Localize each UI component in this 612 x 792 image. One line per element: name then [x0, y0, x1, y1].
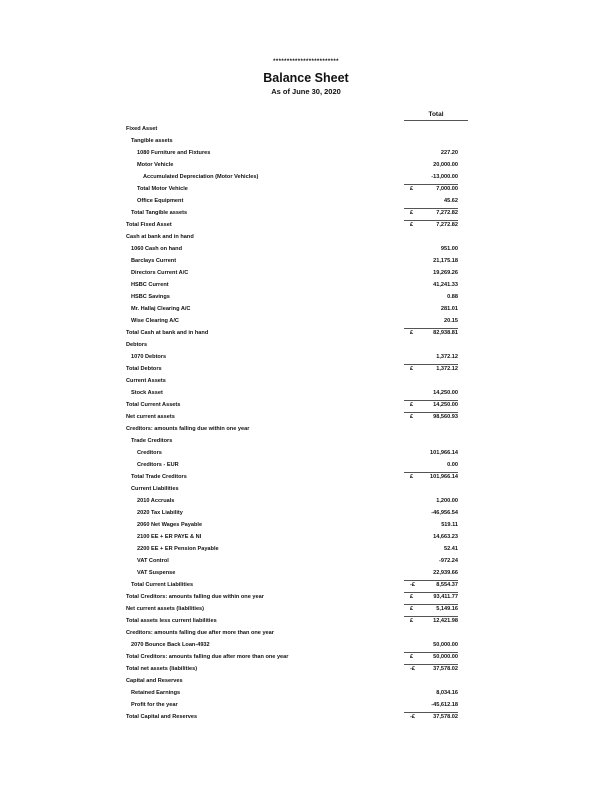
total-row [126, 219, 466, 231]
currency-symbol: £ [410, 222, 414, 228]
row-label: VAT Suspense [137, 570, 176, 576]
table-row [126, 123, 466, 135]
row-amount: 281.01 [440, 306, 458, 312]
row-amount: 5,149.16 [436, 606, 458, 612]
row-label: Tangible assets [131, 138, 173, 144]
table-row [126, 339, 466, 351]
table-row [126, 291, 466, 303]
currency-symbol: £ [410, 414, 414, 420]
row-label: Trade Creditors [131, 438, 173, 444]
total-row [126, 363, 466, 375]
row-label: HSBC Savings [131, 294, 170, 300]
row-amount: 14,250.00 [433, 390, 458, 396]
table-row [126, 387, 466, 399]
table-row [126, 459, 466, 471]
table-row [126, 135, 466, 147]
total-row [126, 471, 466, 483]
row-amount: 7,272.82 [436, 210, 458, 216]
table-row [126, 687, 466, 699]
table-row [126, 351, 466, 363]
table-row [126, 147, 466, 159]
row-amount: 22,939.66 [433, 570, 458, 576]
row-amount: 82,938.81 [433, 330, 458, 336]
currency-symbol: -£ [410, 666, 415, 672]
row-amount: 7,000.00 [436, 186, 458, 192]
company-name: ************************ [273, 59, 339, 65]
row-amount: -972.24 [439, 558, 458, 564]
row-amount: 8,554.37 [436, 582, 458, 588]
table-row [126, 543, 466, 555]
row-label: Office Equipment [137, 198, 184, 204]
total-row [126, 651, 466, 663]
row-label: Total Motor Vehicle [137, 186, 188, 192]
row-amount: 41,241.33 [433, 282, 458, 288]
total-row [126, 579, 466, 591]
balance-sheet-table [126, 123, 466, 723]
row-amount: -45,612.18 [431, 702, 458, 708]
row-amount: 37,578.02 [433, 714, 458, 720]
row-label: Total Fixed Asset [126, 222, 172, 228]
row-amount: 1,372.12 [436, 366, 458, 372]
table-row [126, 159, 466, 171]
row-label: Total Current Liabilities [131, 582, 194, 588]
row-amount: 14,663.23 [433, 534, 458, 540]
table-row [126, 315, 466, 327]
row-amount: 1,200.00 [436, 498, 458, 504]
table-row [126, 423, 466, 435]
table-row [126, 267, 466, 279]
row-amount: 0.00 [447, 462, 458, 468]
total-row [126, 711, 466, 723]
row-label: Creditors: amounts falling due within one year [126, 426, 250, 432]
row-label: Total Cash at bank and in hand [126, 330, 209, 336]
row-label: VAT Control [137, 558, 169, 564]
row-amount: 1,372.12 [436, 354, 458, 360]
row-label: Capital and Reserves [126, 678, 183, 684]
table-row [126, 639, 466, 651]
row-label: 2020 Tax Liability [137, 510, 183, 516]
currency-symbol: £ [410, 618, 414, 624]
row-label: 2060 Net Wages Payable [137, 522, 203, 528]
row-amount: 14,250.00 [433, 402, 458, 408]
row-label: Barclays Current [131, 258, 177, 264]
table-row [126, 243, 466, 255]
currency-symbol: £ [410, 654, 414, 660]
table-row [126, 507, 466, 519]
currency-symbol: £ [410, 366, 414, 372]
total-row [126, 603, 466, 615]
row-label: Current Assets [126, 378, 166, 384]
row-amount: 951.00 [440, 246, 458, 252]
row-amount: 20,000.00 [433, 162, 458, 168]
total-row [126, 327, 466, 339]
row-label: Accumulated Depreciation (Motor Vehicles) [143, 174, 259, 180]
total-row [126, 663, 466, 675]
column-header-total: Total [428, 111, 444, 118]
total-row [126, 399, 466, 411]
row-label: HSBC Current [131, 282, 169, 288]
report-title: Balance Sheet [263, 71, 349, 85]
row-label: Directors Current A/C [131, 270, 189, 276]
row-amount: 37,578.02 [433, 666, 458, 672]
table-row [126, 195, 466, 207]
row-label: Profit for the year [131, 702, 178, 708]
table-row [126, 279, 466, 291]
currency-symbol: £ [410, 186, 414, 192]
currency-symbol: £ [410, 606, 414, 612]
row-label: Total net assets (liabilities) [126, 666, 198, 672]
row-label: Stock Asset [131, 390, 163, 396]
total-row [126, 207, 466, 219]
row-amount: 519.11 [441, 522, 458, 528]
table-row [126, 171, 466, 183]
table-row [126, 375, 466, 387]
row-amount: 12,421.98 [433, 618, 458, 624]
table-row [126, 447, 466, 459]
total-row [126, 411, 466, 423]
currency-symbol: -£ [410, 714, 415, 720]
row-label: Retained Earnings [131, 690, 181, 696]
row-label: 1060 Cash on hand [131, 246, 182, 252]
row-label: Wise Clearing A/C [131, 318, 179, 324]
total-row [126, 183, 466, 195]
row-label: Total Tangible assets [131, 210, 188, 216]
table-row [126, 231, 466, 243]
table-row [126, 627, 466, 639]
row-label: Motor Vehicle [137, 162, 174, 168]
row-label: Total assets less current liabilities [126, 618, 217, 624]
currency-symbol: -£ [410, 582, 415, 588]
row-amount: 19,269.26 [433, 270, 458, 276]
row-label: Current Liabilities [131, 486, 179, 492]
table-row [126, 303, 466, 315]
row-label: Net current assets [126, 414, 175, 420]
row-label: 2070 Bounce Back Loan-4932 [131, 642, 210, 648]
row-label: Creditors [137, 450, 162, 456]
row-amount: 45.62 [444, 198, 458, 204]
row-amount: -13,000.00 [431, 174, 458, 180]
row-label: Creditors: amounts falling due after more than one year [126, 630, 274, 636]
row-amount: 50,000.00 [433, 654, 458, 660]
row-amount: 52.41 [444, 546, 458, 552]
row-label: 2200 EE + ER Pension Payable [137, 546, 219, 552]
row-amount: 227.20 [440, 150, 458, 156]
row-amount: 20.15 [444, 318, 458, 324]
table-row [126, 495, 466, 507]
row-label: 2010 Accruals [137, 498, 175, 504]
row-amount: 7,272.82 [436, 222, 458, 228]
row-label: Mr. Hallaj Clearing A/C [131, 306, 191, 312]
row-label: Cash at bank and in hand [126, 234, 194, 240]
table-row [126, 255, 466, 267]
currency-symbol: £ [410, 330, 414, 336]
row-amount: 21,175.18 [433, 258, 458, 264]
row-label: Total Current Assets [126, 402, 181, 408]
row-amount: 8,034.16 [436, 690, 458, 696]
row-label: Total Capital and Reserves [126, 714, 198, 720]
row-label: Total Debtors [126, 366, 162, 372]
row-label: 1070 Debtors [131, 354, 167, 360]
table-row [126, 699, 466, 711]
table-row [126, 531, 466, 543]
row-label: 2100 EE + ER PAYE & NI [137, 534, 202, 540]
row-label: Fixed Asset [126, 126, 158, 132]
row-amount: 101,966.14 [430, 450, 458, 456]
table-row [126, 555, 466, 567]
currency-symbol: £ [410, 594, 414, 600]
column-header-rule [404, 120, 468, 121]
row-label: Debtors [126, 342, 148, 348]
row-label: Total Trade Creditors [131, 474, 187, 480]
total-row [126, 591, 466, 603]
table-row [126, 519, 466, 531]
table-row [126, 675, 466, 687]
row-amount: 93,411.77 [433, 594, 458, 600]
row-amount: -46,956.54 [431, 510, 458, 516]
row-label: Net current assets (liabilities) [126, 606, 205, 612]
row-label: Total Creditors: amounts falling due within one year [126, 594, 264, 600]
row-amount: 101,966.14 [430, 474, 458, 480]
row-label: Total Creditors: amounts falling due after more than one year [126, 654, 289, 660]
report-date: As of June 30, 2020 [271, 87, 341, 96]
table-row [126, 567, 466, 579]
table-row [126, 435, 466, 447]
table-row [126, 483, 466, 495]
row-amount: 50,000.00 [433, 642, 458, 648]
currency-symbol: £ [410, 402, 414, 408]
row-label: Creditors - EUR [137, 462, 179, 468]
total-row [126, 615, 466, 627]
row-label: 1080 Furniture and Fixtures [137, 150, 211, 156]
row-amount: 0.88 [447, 294, 458, 300]
currency-symbol: £ [410, 210, 414, 216]
currency-symbol: £ [410, 474, 414, 480]
row-amount: 98,560.93 [433, 414, 458, 420]
